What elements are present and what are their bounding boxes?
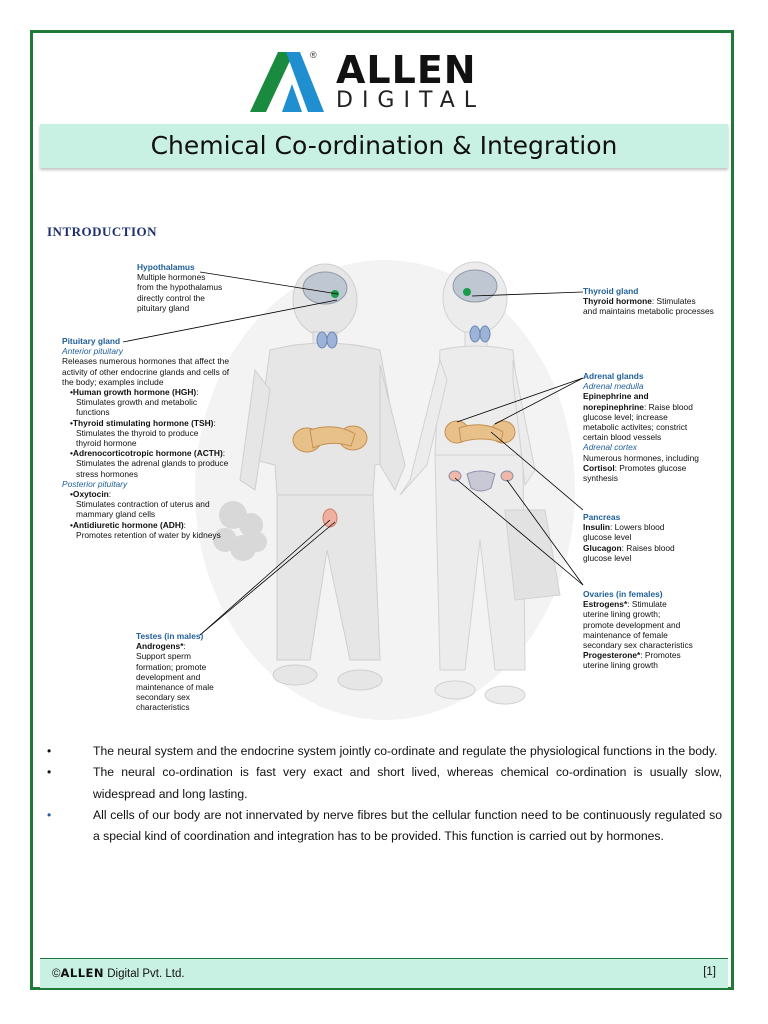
adh-line: Promotes retention of water by kidneys: [76, 529, 221, 540]
progesterone-text: : Promotes: [640, 650, 681, 661]
progesterone-line: uterine lining growth: [583, 660, 658, 671]
adrenal-heading: Adrenal glands: [583, 371, 644, 381]
hgh-colon: :: [196, 387, 199, 398]
bullet-dot: •: [47, 807, 52, 822]
estrogens-line: secondary sex characteristics: [583, 640, 693, 651]
bullet-dot: •: [47, 744, 52, 758]
footer-company: Digital Pvt. Ltd.: [104, 968, 185, 980]
glucagon-text: : Raises blood: [621, 542, 675, 553]
adrenal-cortex-line: Numerous hormones, including: [583, 452, 699, 463]
adh-name: •Antidiuretic hormone (ADH): [70, 519, 184, 530]
footer-copyright: [52, 966, 185, 980]
page-title: Chemical Co-ordination & Integration: [150, 131, 618, 160]
testes-line: development and: [136, 671, 201, 682]
pituitary-label: [62, 336, 229, 540]
ovaries-heading: Ovaries (in females): [583, 589, 663, 599]
testes-line: characteristics: [136, 702, 190, 713]
copyright-symbol: ©: [52, 968, 61, 980]
bullet-text: The neural system and the endocrine system jointly co-ordinate and regulate the physiological functions in the body.: [93, 744, 718, 758]
cortisol-text: : Promotes glucose: [614, 462, 687, 473]
estrogens-name: Estrogens*: [583, 599, 628, 610]
logo-word-digital: DIGITAL: [336, 88, 486, 113]
oxytocin-colon: :: [108, 489, 112, 500]
adrenal-line: glucose level; increase: [583, 411, 668, 422]
testes-line: secondary sex: [136, 692, 190, 703]
list-item: [47, 805, 722, 848]
hypothalamus-line: Multiple hormones: [137, 272, 206, 283]
hypothalamus-line: from the hypothalamus: [137, 282, 223, 293]
tsh-line: thyroid hormone: [76, 438, 137, 449]
section-heading: INTRODUCTION: [47, 224, 158, 239]
epinephrine-name: Epinephrine and: [583, 391, 649, 402]
anterior-pituitary-heading: Anterior pituitary: [62, 346, 123, 357]
logo-word-allen: ALLEN: [336, 48, 477, 92]
testes-line: maintenance of male: [136, 682, 214, 693]
logo-registered-mark: ®: [310, 50, 317, 60]
thyroid-line: and maintains metabolic processes: [583, 306, 714, 317]
pancreas-heading: Pancreas: [583, 512, 621, 522]
page-footer: [40, 958, 728, 988]
thyroid-heading: Thyroid gland: [583, 286, 639, 296]
allen-digital-logo: [250, 50, 520, 114]
hypothalamus-heading: Hypothalamus: [137, 262, 195, 272]
bullet-list: [47, 741, 722, 847]
pancreas-label: [583, 512, 675, 563]
allen-a-logo-icon: [250, 50, 330, 114]
footer-brand: ALLEN: [60, 966, 105, 980]
adrenal-line: certain blood vessels: [583, 432, 662, 443]
acth-line: stress hormones: [76, 468, 138, 479]
estrogens-line: maintenance of female: [583, 629, 668, 640]
oxytocin-name: •Oxytocin: [70, 489, 109, 500]
thyroid-label: [583, 286, 714, 317]
anterior-line: activity of other endocrine glands and cells of: [62, 366, 230, 377]
insulin-name: Insulin: [583, 522, 610, 533]
hgh-line: functions: [76, 407, 110, 418]
adh-colon: :: [183, 519, 186, 530]
norepinephrine-name: norepinephrine: [583, 401, 644, 412]
estrogens-line: uterine lining growth;: [583, 609, 661, 620]
title-banner: [40, 124, 728, 168]
oxytocin-line: Stimulates contraction of uterus and: [76, 499, 210, 510]
bullet-text: All cells of our body are not innervated by nerve fibres but the cellular function need to be continuously regulated so a special kind of coordination and integration has to be provided. This function is carried out by hormones.: [93, 807, 722, 844]
testes-line: formation; promote: [136, 661, 207, 672]
posterior-pituitary-heading: Posterior pituitary: [62, 478, 128, 489]
anterior-line: Releases numerous hormones that affect the: [62, 356, 229, 367]
adrenal-line: metabolic activites; constrict: [583, 422, 688, 433]
thyroid-hormone-name: Thyroid hormone: [583, 296, 652, 307]
hypothalamus-label: [137, 262, 222, 313]
testes-heading: Testes (in males): [136, 631, 204, 641]
anterior-line: the body; examples include: [62, 376, 164, 387]
thyroid-hormone-text: : Stimulates: [651, 296, 696, 307]
adrenal-label: [583, 371, 699, 483]
pituitary-heading: Pituitary gland: [62, 336, 121, 346]
adrenal-medulla-heading: Adrenal medulla: [583, 381, 644, 392]
glucagon-name: Glucagon: [583, 542, 622, 553]
insulin-line: glucose level: [583, 532, 632, 543]
tsh-name: •Thyroid stimulating hormone (TSH): [70, 417, 214, 428]
cortisol-name: Cortisol: [583, 462, 615, 473]
tsh-line: Stimulates the thyroid to produce: [76, 427, 199, 438]
cortisol-line: synthesis: [583, 473, 618, 484]
hypothalamus-line: directly control the: [137, 292, 205, 303]
hgh-line: Stimulates growth and metabolic: [76, 397, 198, 408]
androgens-colon: :: [183, 641, 186, 652]
ovaries-label: [583, 589, 693, 671]
oxytocin-line: mammary gland cells: [76, 509, 156, 520]
adrenal-cortex-heading: Adrenal cortex: [583, 442, 637, 453]
epinephrine-text: : Raise blood: [643, 401, 693, 412]
insulin-text: : Lowers blood: [610, 522, 665, 533]
androgens-name: Androgens*: [136, 641, 184, 652]
bullet-text: The neural co-ordination is fast very exact and short lived, whereas chemical co-ordination is usually slow, widespread and long lasting.: [93, 765, 722, 801]
estrogens-line: promote development and: [583, 619, 681, 630]
progesterone-name: Progesterone*: [583, 650, 641, 661]
acth-line: Stimulates the adrenal glands to produce: [76, 458, 229, 469]
glucagon-line: glucose level: [583, 552, 632, 563]
endocrine-figure: [55, 250, 715, 720]
hgh-name: •Human growth hormone (HGH): [70, 387, 197, 398]
acth-colon: :: [222, 448, 226, 459]
acth-name: •Adrenocorticotropic hormone (ACTH): [70, 448, 223, 459]
hypothalamus-line: pituitary gland: [137, 302, 190, 313]
testes-label: [136, 631, 214, 713]
page-number: [1]: [703, 966, 716, 978]
testes-line: Support sperm: [136, 651, 191, 662]
list-item: [47, 741, 722, 762]
list-item: [47, 762, 722, 805]
estrogens-text: : Stimulate: [627, 599, 667, 610]
tsh-colon: :: [213, 417, 216, 428]
bullet-dot: •: [47, 765, 52, 780]
